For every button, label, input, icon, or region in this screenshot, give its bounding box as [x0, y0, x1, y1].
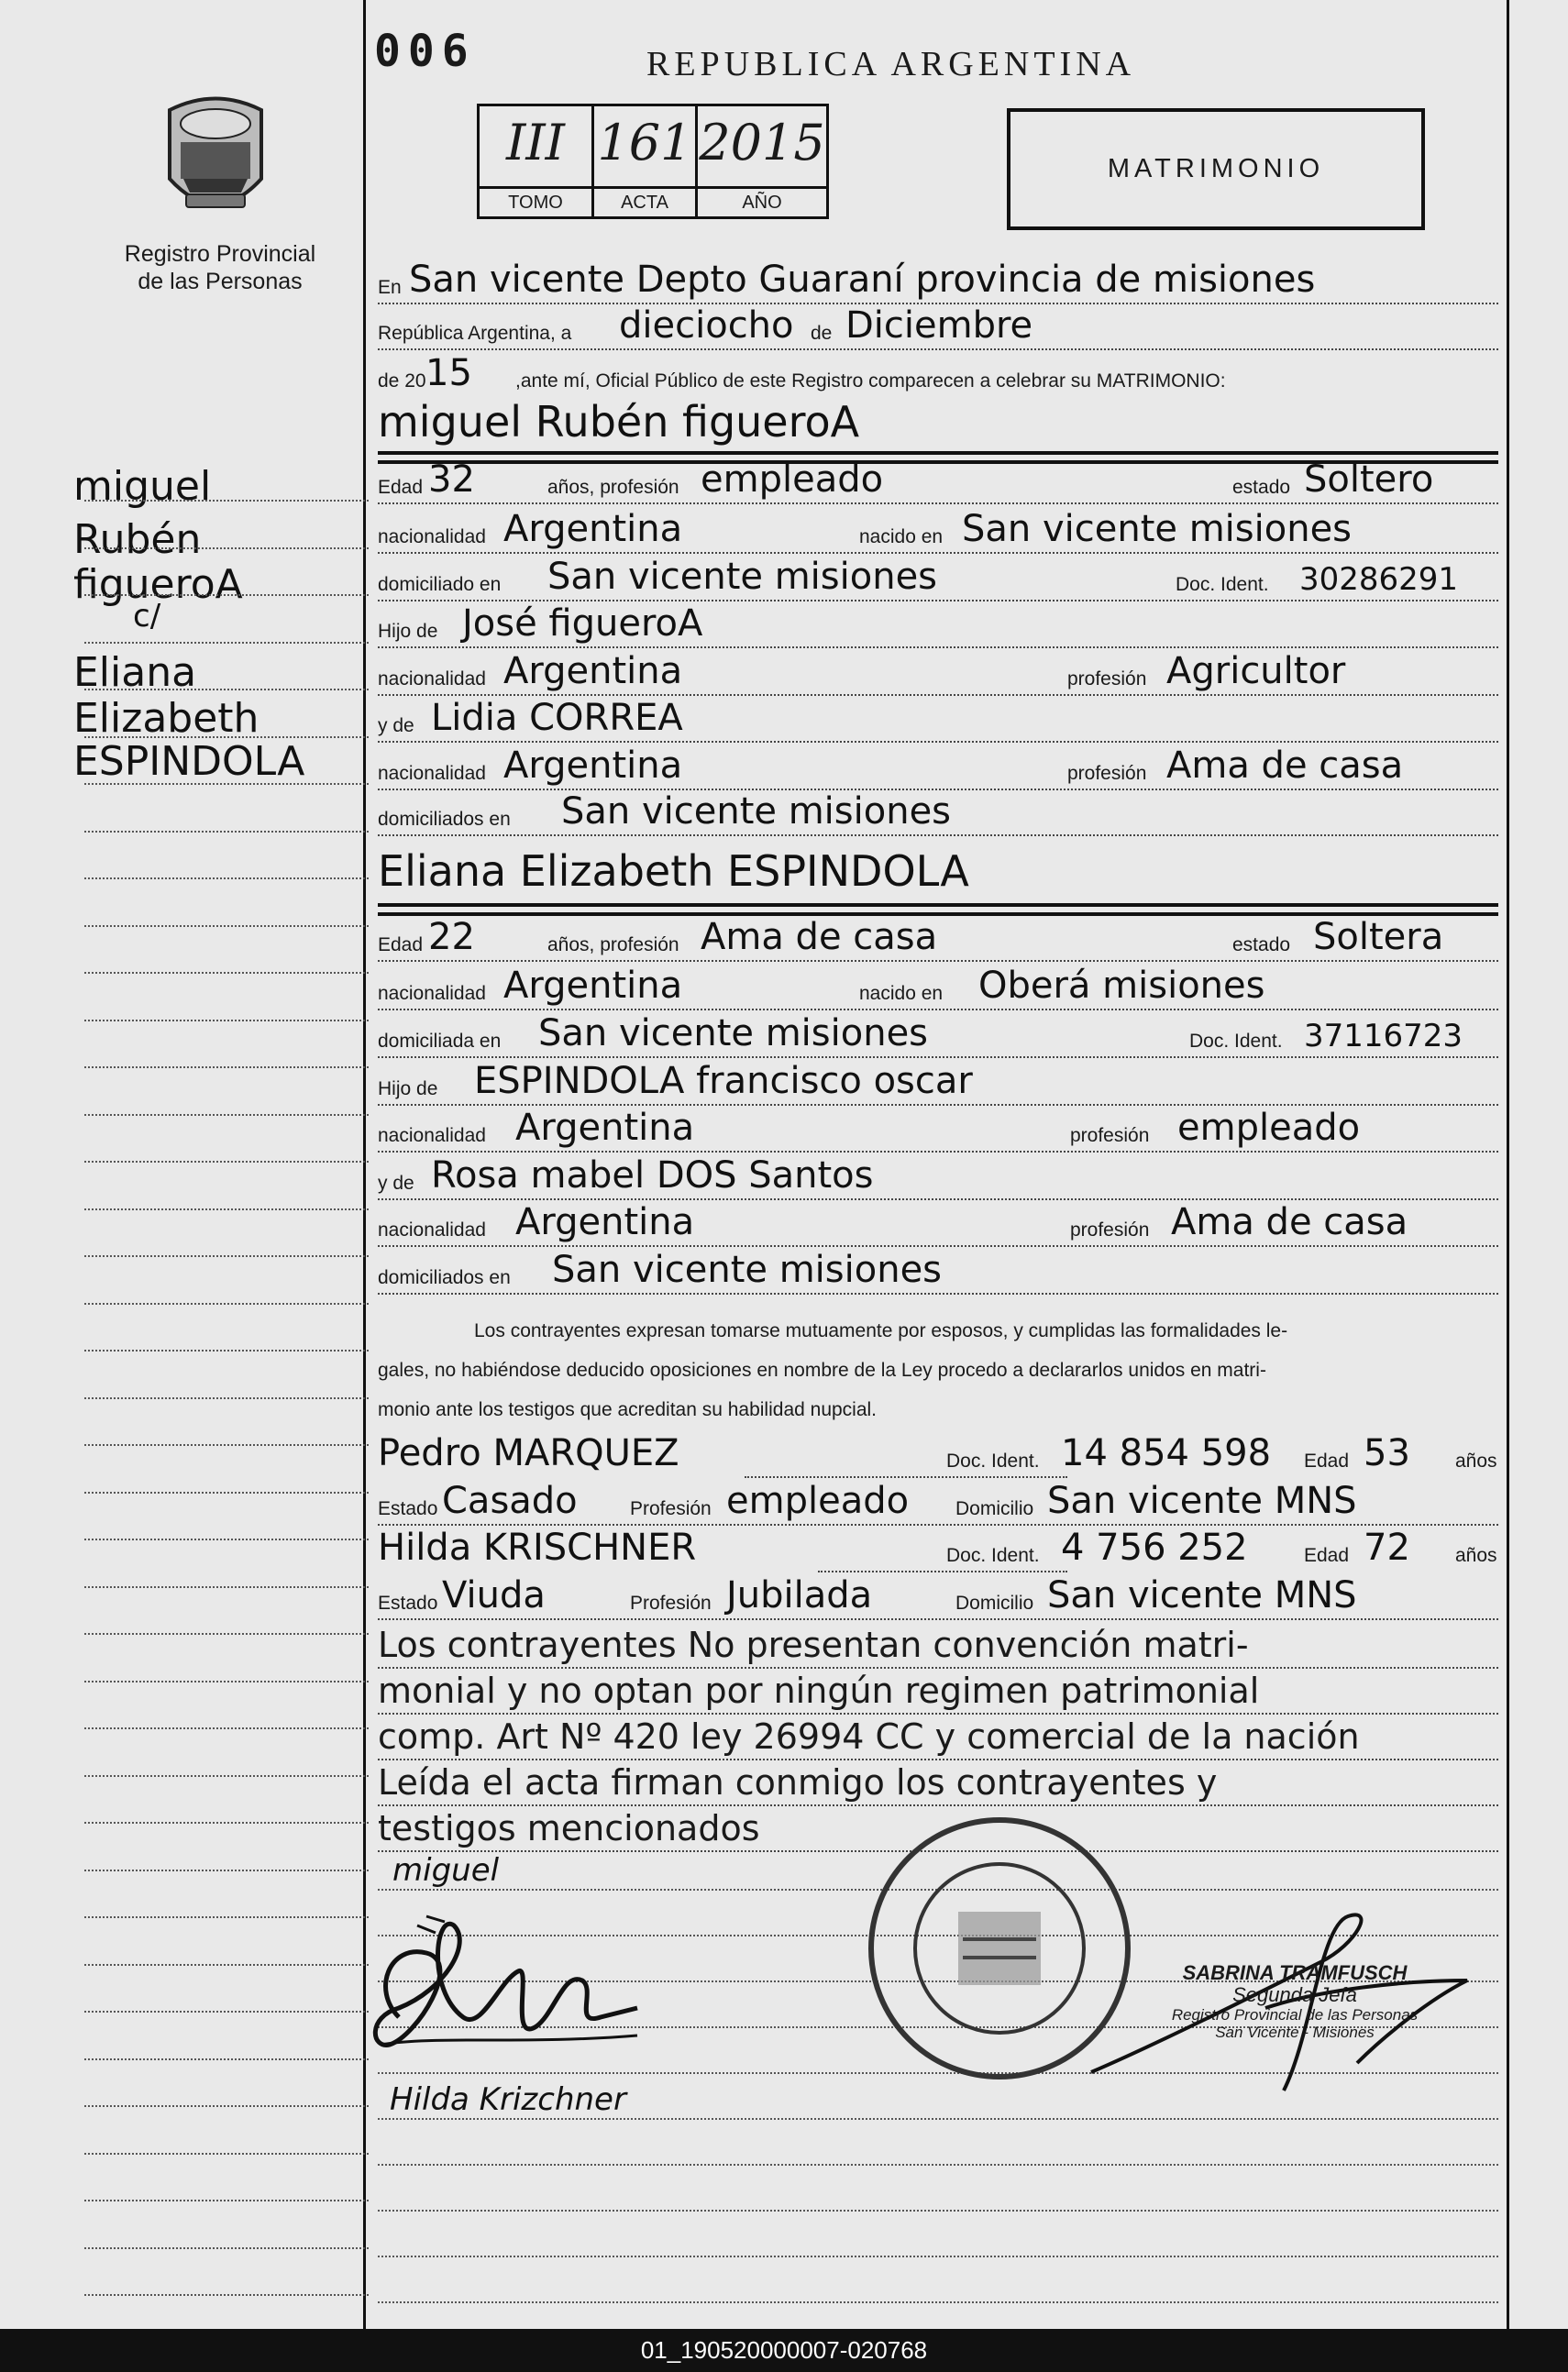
label-hijo-de-2: Hijo de [378, 1078, 438, 1099]
margin-rule [84, 642, 369, 644]
witness-1-profession: empleado [726, 1480, 910, 1522]
label-profesion-1: profesión [1067, 668, 1147, 690]
bride-mother-nationality: Argentina [515, 1201, 695, 1243]
label-profesion-w2: Profesión [630, 1593, 712, 1614]
margin-rule [84, 1964, 369, 1966]
declaration-line-1: Los contrayentes expresan tomarse mutuamente por esposos, y cumplidas las formalidades le- [474, 1320, 1288, 1341]
row-bride-mother [378, 1154, 1498, 1206]
row-groom-domicile [378, 556, 1498, 607]
label-edad-w2: Edad [1304, 1545, 1350, 1566]
margin-rule [84, 2200, 369, 2201]
row-groom-age [378, 458, 1498, 510]
bride-name-rule [378, 903, 1498, 907]
label-de: de [811, 323, 833, 344]
official-name: SABRINA TRAMFUSCH [1182, 1961, 1408, 1984]
label-y-de-2: y de [378, 1173, 414, 1194]
margin-rule [84, 689, 369, 690]
label-nacionalidad-4: nacionalidad [378, 983, 486, 1004]
declaration-line-3: monio ante los testigos que acreditan su habilidad nupcial. [378, 1399, 878, 1420]
bride-mother: Rosa mabel DOS Santos [431, 1154, 874, 1197]
label-nacionalidad-6: nacionalidad [378, 1219, 486, 1241]
label-profesion-2: profesión [1067, 763, 1147, 784]
row-bride-name [378, 846, 1498, 905]
margin-name-3: figueroA [73, 561, 243, 608]
declaration-paragraph [378, 1311, 1496, 1429]
margin-rule [84, 736, 369, 738]
right-border [1507, 0, 1509, 2329]
margin-rule [84, 1870, 369, 1871]
bride-age: 22 [428, 916, 475, 958]
groom-nationality: Argentina [503, 508, 683, 550]
label-anios-profesion: años, profesión [547, 477, 679, 498]
margin-rule [84, 2011, 369, 2013]
margin-name-2: Rubén [73, 516, 202, 563]
tomo-acta-anio-box [477, 104, 829, 219]
groom-mother-profession: Ama de casa [1166, 745, 1404, 787]
row-witness-1 [378, 1432, 1498, 1484]
label-estado-w2: Estado [378, 1593, 438, 1614]
bride-parents-domicile: San vicente misiones [552, 1249, 943, 1291]
margin-rule [84, 1114, 369, 1116]
observation-line-2: monial y no optan por ningún regimen patrimonial [378, 1671, 1498, 1715]
margin-rule [84, 1822, 369, 1824]
label-republica: República Argentina, a [378, 323, 572, 344]
margin-rule [84, 1775, 369, 1777]
bride-doc: 37116723 [1304, 1018, 1463, 1054]
row-groom-mother-nat [378, 745, 1498, 796]
margin-name-4: c/ [133, 598, 161, 634]
label-nacido-en-2: nacido en [859, 983, 944, 1004]
margin-rule [84, 547, 369, 549]
margin-rule [84, 1633, 369, 1635]
witness-1-age: 53 [1364, 1432, 1410, 1474]
row-bride-age [378, 916, 1498, 967]
groom-signature-icon [362, 1907, 665, 2072]
witness-2-domicile: San vicente MNS [1047, 1574, 1357, 1616]
groom-civil-status: Soltero [1304, 458, 1434, 501]
row-groom-mother [378, 697, 1498, 748]
margin-rule [84, 877, 369, 879]
acta-label: ACTA [594, 186, 695, 216]
row-bride-nationality [378, 965, 1498, 1016]
witness-1-name: Pedro MARQUEZ [378, 1432, 679, 1474]
registry-name [92, 240, 348, 295]
label-nacionalidad: nacionalidad [378, 526, 486, 547]
margin-rule [84, 1727, 369, 1729]
serial-number: 006 [374, 26, 476, 77]
witness-1-domicile: San vicente MNS [1047, 1480, 1357, 1522]
label-doc-ident-w1: Doc. Ident. [946, 1451, 1040, 1472]
witness-1-doc: 14 854 598 [1061, 1432, 1272, 1474]
margin-rule [84, 972, 369, 974]
row-groom-name [378, 397, 1498, 456]
groom-father-profession: Agricultor [1166, 650, 1346, 692]
official-block [1157, 1962, 1432, 2041]
month-value: Diciembre [845, 304, 1033, 347]
bride-born-in: Oberá misiones [978, 965, 1265, 1007]
groom-father-nationality: Argentina [503, 650, 683, 692]
margin-rule [84, 2058, 369, 2060]
registry-line-2: de las Personas [138, 269, 303, 294]
day-value: dieciocho [619, 304, 794, 347]
label-anios-profesion-2: años, profesión [547, 934, 679, 955]
observation-line-4: Leída el acta firman conmigo los contrayentes y [378, 1762, 1498, 1806]
label-domicilio-w2: Domicilio [955, 1593, 1034, 1614]
row-date [378, 304, 1498, 356]
label-anios-w2: años [1455, 1545, 1497, 1566]
margin-rule [84, 783, 369, 785]
provincial-seal-icon [160, 92, 271, 225]
tomo-label: TOMO [480, 186, 591, 216]
groom-written-name: miguel [392, 1852, 500, 1889]
margin-rule [84, 831, 369, 833]
row-place [378, 259, 1498, 310]
row-witness-2 [378, 1527, 1498, 1578]
groom-domicile: San vicente misiones [547, 556, 938, 598]
witness-2-name: Hilda KRISCHNER [378, 1527, 697, 1569]
groom-doc: 30286291 [1299, 561, 1459, 598]
margin-rule [84, 925, 369, 927]
bride-nationality: Argentina [503, 965, 683, 1007]
witness-2-status: Viuda [442, 1574, 546, 1616]
label-hijo-de: Hijo de [378, 621, 438, 642]
row-groom-father [378, 602, 1498, 654]
anio-label: AÑO [698, 186, 826, 216]
row-bride-father [378, 1060, 1498, 1111]
groom-born-in: San vicente misiones [962, 508, 1353, 550]
bride-mother-profession: Ama de casa [1171, 1201, 1408, 1243]
label-year-prefix: de 20 [378, 370, 426, 392]
label-profesion-4: profesión [1070, 1219, 1150, 1241]
label-nacido-en: nacido en [859, 526, 944, 547]
place-value: San vicente Depto Guaraní provincia de misiones [409, 259, 1316, 301]
witness-written-name: Hilda Krizchner [390, 2081, 626, 2118]
witness-1-status: Casado [442, 1480, 578, 1522]
label-doc-ident-w2: Doc. Ident. [946, 1545, 1040, 1566]
row-bride-father-nat [378, 1107, 1498, 1158]
margin-rule [84, 1303, 369, 1305]
label-estado: estado [1232, 477, 1291, 498]
margin-rule [84, 1350, 369, 1351]
row-witness-2-details [378, 1574, 1498, 1626]
label-nacionalidad-3: nacionalidad [378, 763, 486, 784]
row-bride-domicile [378, 1012, 1498, 1064]
margin-name-7: ESPINDOLA [73, 738, 305, 785]
acta-cell [594, 106, 698, 216]
margin-rule [84, 2105, 369, 2107]
label-anios-w1: años [1455, 1451, 1497, 1472]
label-nacionalidad-2: nacionalidad [378, 668, 486, 690]
groom-age: 32 [428, 458, 475, 501]
document-code: 01_190520000007-020768 [0, 2329, 1568, 2372]
anio-value: 2015 [699, 114, 825, 171]
label-domiciliado-en: domiciliado en [378, 574, 502, 595]
registry-line-1: Registro Provincial [124, 241, 316, 267]
official-location: San Vicente - Misiones [1215, 2024, 1375, 2041]
declaration-line-2: gales, no habiéndose deducido oposiciones en nombre de la Ley procedo a declararlos unidos en matri- [378, 1360, 1266, 1381]
label-domiciliados-en-2: domiciliados en [378, 1267, 511, 1288]
label-edad-w1: Edad [1304, 1451, 1350, 1472]
bride-profession: Ama de casa [701, 916, 938, 958]
groom-mother: Lidia CORREA [431, 697, 683, 739]
margin-rule [84, 2153, 369, 2155]
bride-father-nationality: Argentina [515, 1107, 695, 1149]
margin-rule [84, 1444, 369, 1446]
margin-rule [84, 1681, 369, 1682]
bride-father-profession: empleado [1177, 1107, 1361, 1149]
margin-rule [84, 1397, 369, 1399]
margin-name-1: miguel [73, 463, 212, 510]
groom-name-rule [378, 451, 1498, 455]
label-nacionalidad-5: nacionalidad [378, 1125, 486, 1146]
year-value: 15 [425, 352, 472, 394]
bride-civil-status: Soltera [1313, 916, 1444, 958]
official-office: Registro Provincial de las Personas [1171, 2006, 1419, 2024]
label-en: En [378, 277, 402, 298]
margin-rule [84, 594, 369, 596]
margin-rule [84, 1066, 369, 1068]
margin-rule [84, 1161, 369, 1163]
groom-mother-nationality: Argentina [503, 745, 683, 787]
bride-domicile: San vicente misiones [538, 1012, 929, 1054]
appearance-text: ,ante mí, Oficial Público de este Registro comparecen a celebrar su MATRIMONIO: [515, 370, 1226, 392]
tomo-cell [480, 106, 594, 216]
margin-rule [84, 1586, 369, 1588]
acta-value: 161 [597, 114, 692, 171]
margin-rule [84, 1492, 369, 1494]
label-edad-2: Edad [378, 934, 424, 955]
row-groom-father-nat [378, 650, 1498, 701]
groom-parents-domicile: San vicente misiones [561, 790, 952, 833]
margin-name-6: Elizabeth [73, 695, 259, 742]
margin-rule [84, 1020, 369, 1021]
row-bride-parents-domicile [378, 1249, 1498, 1300]
label-domiciliados-en: domiciliados en [378, 809, 511, 830]
label-edad: Edad [378, 477, 424, 498]
act-type-box: MATRIMONIO [1007, 108, 1425, 230]
row-witness-1-details [378, 1480, 1498, 1531]
bride-father: ESPINDOLA francisco oscar [474, 1060, 973, 1102]
margin-rule [84, 1916, 369, 1918]
margin-name-5: Eliana [73, 649, 197, 696]
label-profesion-w1: Profesión [630, 1498, 712, 1519]
observation-line-1: Los contrayentes No presentan convención matri- [378, 1625, 1498, 1669]
tomo-value: III [506, 114, 565, 171]
margin-rule [84, 2294, 369, 2296]
label-domiciliada-en: domiciliada en [378, 1031, 502, 1052]
observation-line-3: comp. Art Nº 420 ley 26994 CC y comercial de la nación [378, 1716, 1498, 1760]
label-domicilio-w1: Domicilio [955, 1498, 1034, 1519]
witness-2-doc: 4 756 252 [1061, 1527, 1248, 1569]
groom-name: miguel Rubén figueroA [378, 397, 860, 447]
witness-2-profession: Jubilada [726, 1574, 873, 1616]
row-groom-parents-domicile [378, 790, 1498, 842]
observation-line-5: testigos mencionados [378, 1808, 1498, 1852]
label-estado-w1: Estado [378, 1498, 438, 1519]
label-profesion-3: profesión [1070, 1125, 1150, 1146]
margin-rule [84, 2247, 369, 2249]
anio-cell [698, 106, 826, 216]
label-estado-2: estado [1232, 934, 1291, 955]
margin-rule [84, 1208, 369, 1210]
margin-rule [84, 500, 369, 502]
row-bride-mother-nat [378, 1201, 1498, 1252]
witness-2-age: 72 [1364, 1527, 1410, 1569]
official-title: Segunda Jefa [1232, 1983, 1357, 2006]
bride-name: Eliana Elizabeth ESPINDOLA [378, 846, 969, 896]
margin-rule [84, 1255, 369, 1257]
label-doc-ident-2: Doc. Ident. [1189, 1031, 1283, 1052]
groom-father: José figueroA [462, 602, 703, 645]
label-y-de: y de [378, 715, 414, 736]
country-title: REPUBLICA ARGENTINA [646, 45, 1136, 83]
label-doc-ident: Doc. Ident. [1176, 574, 1269, 595]
groom-profession: empleado [701, 458, 884, 501]
row-groom-nationality [378, 508, 1498, 559]
margin-rule [84, 1539, 369, 1540]
